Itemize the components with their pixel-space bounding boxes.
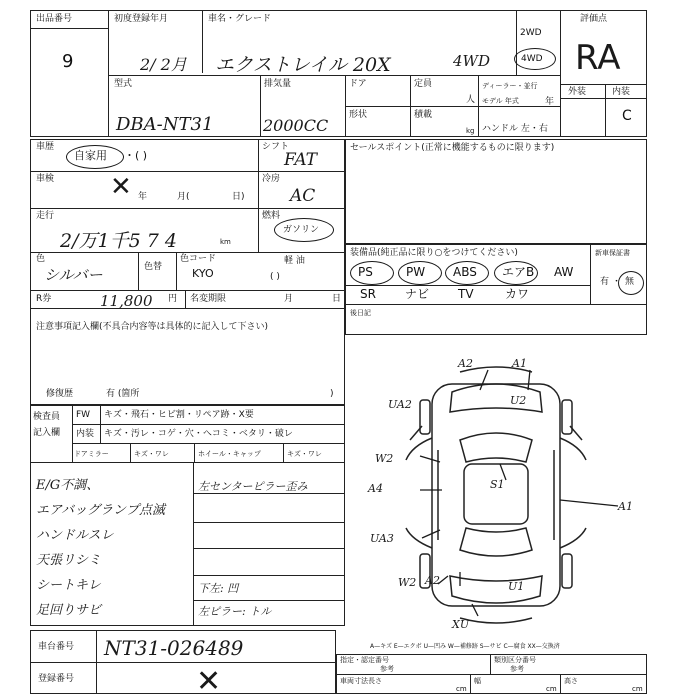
interior-row-label: 内装	[76, 429, 95, 439]
displacement-label: 排気量	[264, 79, 292, 89]
color-change-label: 色替	[144, 262, 163, 272]
door-mirror-options: キズ・ワレ	[134, 450, 169, 458]
score-label: 評価点	[580, 14, 608, 24]
first-registration-value: 2/ 2月	[140, 55, 187, 74]
name-change-month: 月	[284, 294, 294, 304]
warranty-sep: ・	[612, 277, 622, 287]
mileage-label: 走行	[36, 211, 55, 221]
handwritten-note: 足回りサビ	[36, 603, 102, 618]
repair-history-label: 修復歴	[46, 389, 74, 399]
fuel-other: ( )	[270, 272, 280, 282]
fuel-diesel: 軽 油	[284, 256, 305, 266]
kg-unit: kg	[466, 127, 475, 135]
warranty-yes: 有	[600, 277, 610, 287]
score-value: RA	[575, 38, 621, 78]
equipment-item: TV	[458, 287, 474, 301]
damage-mark-u1: U1	[508, 580, 525, 593]
plate-strike: ✕	[196, 664, 222, 699]
inspection-year: 年	[138, 192, 148, 202]
color-value: シルバー	[44, 266, 103, 284]
wheel-label: ホイール・キャップ	[198, 450, 261, 458]
width-cm: cm	[546, 685, 557, 693]
handle-label: ハンドル 左・右	[482, 124, 548, 134]
height-label: 高さ	[564, 677, 578, 685]
length-cm: cm	[456, 685, 467, 693]
damage-mark-a4: A4	[368, 482, 383, 495]
handwritten-note: ハンドルスレ	[36, 528, 114, 543]
color-code-label: 色コード	[180, 254, 217, 264]
warranty-no: 無	[625, 277, 635, 287]
equipment-item: エアB	[502, 265, 535, 279]
plate-label: 登録番号	[38, 674, 75, 684]
color-label: 色	[36, 254, 46, 264]
interior-options: キズ・汚レ・コゲ・穴・へコミ・ベタリ・破レ	[104, 429, 293, 439]
mileage-value: 2/万1千5 7 4	[60, 230, 177, 252]
name-change-label: 名変期限	[190, 294, 227, 304]
fuel-value: ガソリン	[283, 225, 320, 235]
drive-4wd-circle	[514, 48, 556, 70]
usage-other: ・( )	[124, 149, 148, 162]
model-label: 型式	[114, 79, 133, 89]
equipment-circle	[398, 261, 442, 285]
inspector-label-2: 記入欄	[33, 428, 61, 438]
fw-label: FW	[76, 410, 91, 420]
usage-circle	[66, 145, 124, 169]
equipment-item: ナビ	[405, 287, 430, 301]
handwritten-note: エアバッグランプ点滅	[36, 503, 165, 518]
class-ref-label: 参考	[510, 665, 524, 673]
wheel-options: キズ・ワレ	[287, 450, 322, 458]
equipment-label: 装備品(純正品に限り○をつけてください)	[350, 248, 518, 258]
first-registration-label: 初度登録年月	[114, 14, 169, 24]
yen-unit: 円	[168, 294, 178, 304]
warranty-label: 新車保証書	[595, 249, 630, 257]
class-number-label: 類別区分番号	[494, 656, 536, 664]
equipment-item: PS	[358, 265, 373, 279]
equipment-item: AW	[554, 265, 574, 279]
fw-options: キズ・飛石・ヒビ割・リペア跡・X要	[104, 410, 254, 420]
notes-label: 注意事項記入欄(不具合内容等は具体的に記入して下さい)	[36, 322, 269, 332]
color-code-value: KYO	[192, 267, 214, 280]
interior-label: 内装	[612, 87, 631, 97]
damage-mark-ua2: UA2	[388, 398, 412, 411]
equipment-circle	[494, 261, 538, 285]
km-unit: km	[220, 238, 231, 246]
model-year-label: モデル 年式	[482, 97, 519, 105]
dealer-label: ディーラー・並行	[482, 82, 538, 90]
lot-number-label: 出品番号	[36, 14, 73, 24]
damage-mark-a1-right: A1	[618, 500, 633, 513]
inspection-month: 月(	[177, 192, 190, 202]
handwritten-note-right: 下左: 凹	[198, 582, 239, 595]
fuel-circle	[274, 218, 334, 242]
load-label: 積載	[414, 110, 433, 120]
equipment-item: カワ	[505, 287, 530, 301]
damage-mark-w2-bottom: W2	[398, 576, 417, 589]
inspection-day: 日)	[232, 192, 245, 202]
damage-mark-a2-bottom: A2	[425, 574, 440, 587]
displacement-value: 2000CC	[263, 116, 329, 135]
height-cm: cm	[632, 685, 643, 693]
damage-mark-a1-top: A1	[512, 357, 527, 370]
shift-label: シフト	[262, 142, 290, 152]
door-label: ドア	[349, 79, 367, 89]
ac-value: AC	[290, 186, 316, 206]
fuel-label: 燃料	[262, 211, 281, 221]
car-name-label: 車名・グレード	[208, 14, 272, 24]
drive-handwritten: 4WD	[453, 52, 490, 70]
door-mirror-label: ドアミラー	[74, 450, 109, 458]
inspection-strike: ✕	[110, 172, 132, 202]
handwritten-note-right: 左ピラー: トル	[198, 605, 272, 618]
usage-label: 車歴	[36, 142, 55, 152]
drive-2wd-option: 2WD	[520, 28, 542, 38]
repair-history-close: )	[330, 389, 334, 399]
drive-4wd-option: 4WD	[521, 54, 543, 64]
damage-mark-w2-left: W2	[375, 452, 394, 465]
name-change-day: 日	[332, 294, 342, 304]
shift-value: FAT	[284, 150, 318, 170]
year-unit: 年	[545, 97, 555, 107]
damage-mark-ua3: UA3	[370, 532, 394, 545]
length-label: 車両寸法長さ	[340, 677, 382, 685]
damage-mark-xu: XU	[452, 618, 470, 631]
lot-number-value: 9	[62, 51, 74, 72]
capacity-label: 定員	[414, 79, 433, 89]
auth-number-label: 指定・認定番号	[340, 656, 389, 664]
sales-point-label: セールスポイント(正常に機能するものに限ります)	[350, 143, 555, 153]
usage-value: 自家用	[74, 149, 107, 162]
equipment-item: ABS	[453, 265, 477, 279]
model-value: DBA-NT31	[116, 114, 214, 135]
after-note-label: 後日記	[350, 309, 371, 317]
damage-mark-a2-top: A2	[458, 357, 473, 370]
inspector-label-1: 検査員	[33, 412, 61, 422]
equipment-item: SR	[360, 287, 376, 301]
handwritten-note: 天張リシミ	[36, 553, 102, 568]
width-label: 幅	[474, 677, 481, 685]
capacity-unit: 人	[466, 95, 476, 105]
handwritten-note: シートキレ	[36, 578, 101, 593]
shape-label: 形状	[349, 110, 368, 120]
repair-history-value: 有 (箇所	[106, 389, 140, 399]
equipment-item: PW	[406, 265, 426, 279]
handwritten-note: E/G不調、	[36, 478, 100, 493]
recycle-value: 11,800	[100, 292, 153, 310]
ac-label: 冷房	[262, 174, 281, 184]
chassis-label: 車台番号	[38, 642, 75, 652]
chassis-value: NT31-026489	[104, 636, 244, 660]
damage-legend: A—キズ E—エクボ U—凹み W—補修跡 S—サビ C—腐食 XX—交換済	[370, 643, 560, 650]
handwritten-note-right: 左センターピラー歪み	[198, 480, 308, 493]
equipment-circle	[445, 261, 489, 285]
damage-mark-u2: U2	[510, 394, 527, 407]
exterior-label: 外装	[568, 87, 587, 97]
auth-ref-label: 参考	[380, 665, 394, 673]
damage-mark-s1: S1	[490, 478, 505, 491]
car-name-value: エクストレイル 20X	[215, 54, 391, 76]
inspection-label: 車検	[36, 174, 55, 184]
recycle-label: R券	[36, 294, 52, 304]
interior-grade: C	[622, 108, 632, 124]
equipment-circle	[350, 261, 394, 285]
warranty-no-circle	[618, 271, 644, 295]
